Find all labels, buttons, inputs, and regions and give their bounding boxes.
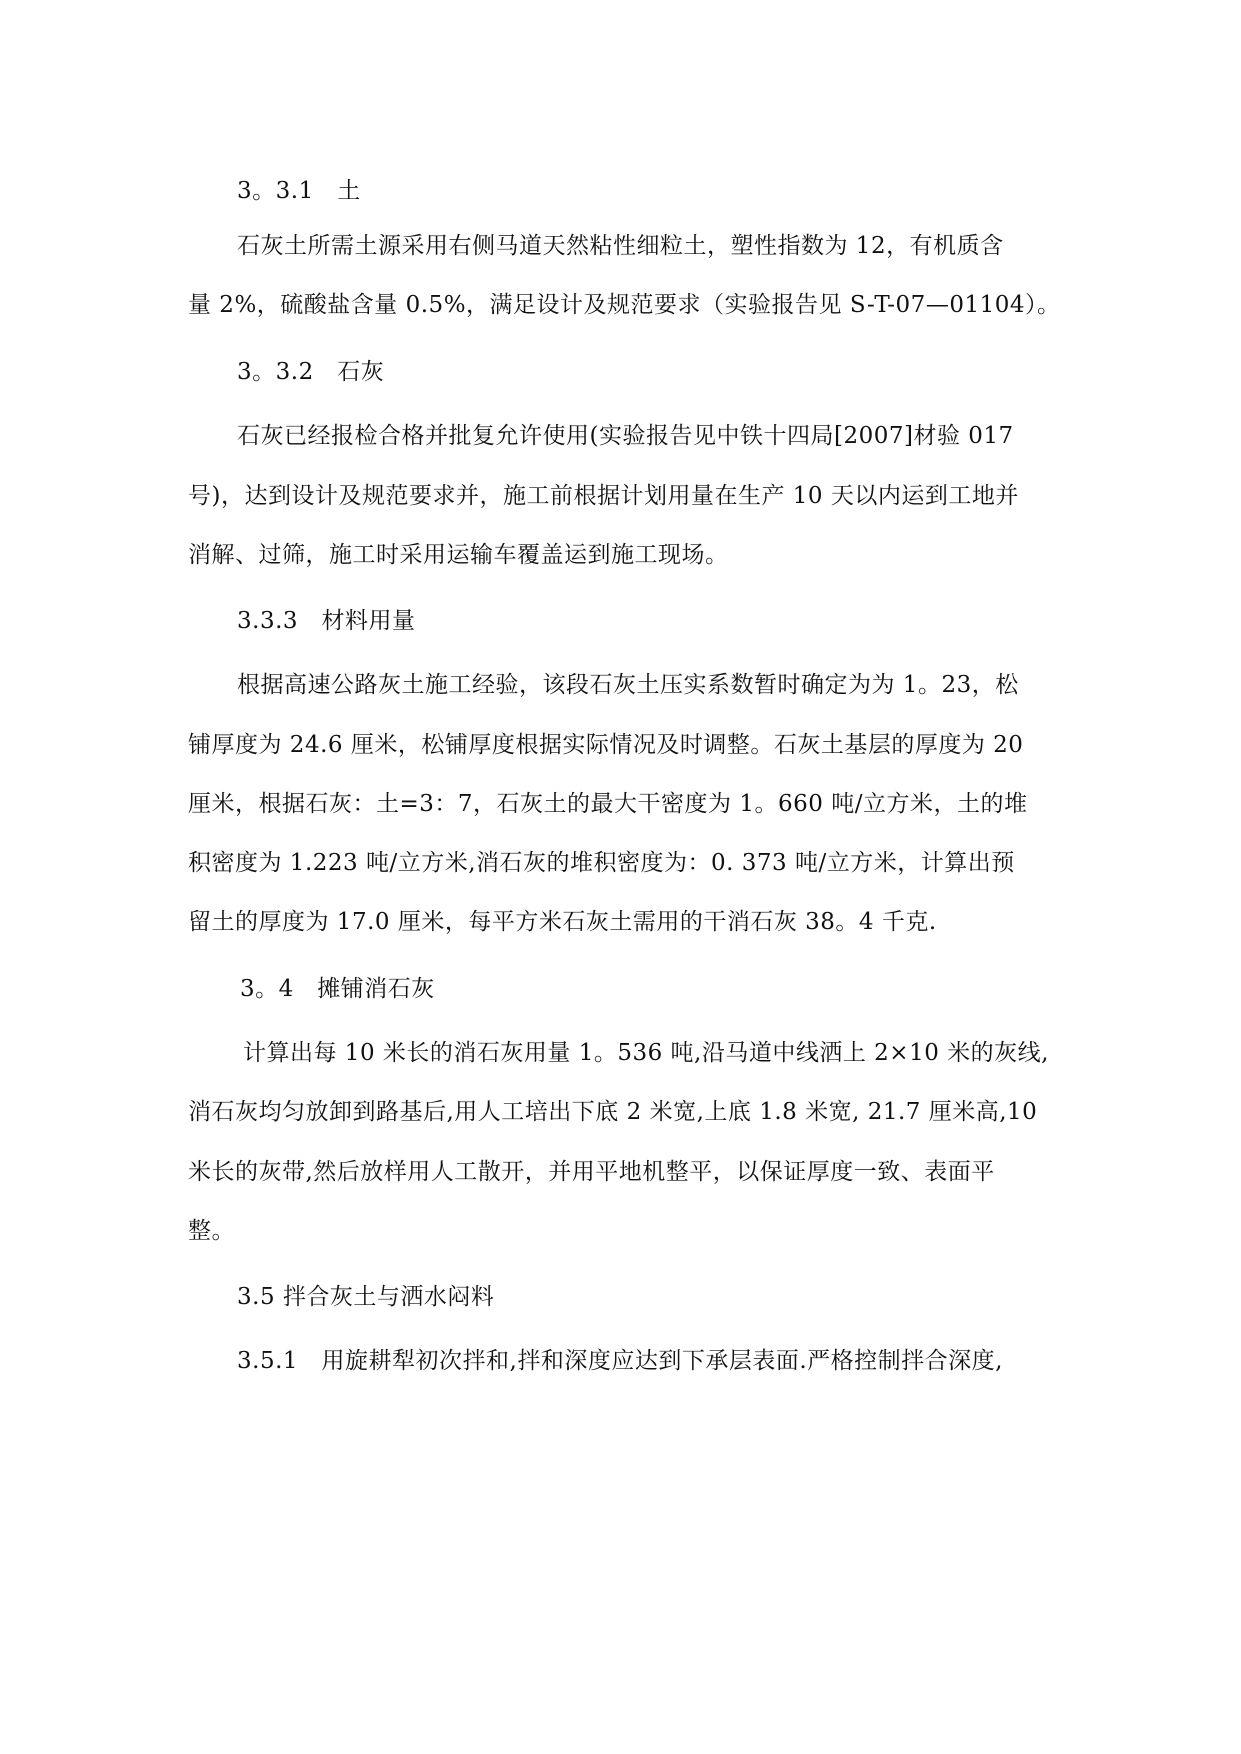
- paragraph-line: 铺厚度为 24.6 厘米，松铺厚度根据实际情况及时调整。石灰土基层的厚度为 20: [188, 732, 1024, 758]
- paragraph-line: 消解、过筛，施工时采用运输车覆盖运到施工现场。: [188, 542, 729, 568]
- paragraph-line: 消石灰均匀放卸到路基后,用人工培出下底 2 米宽,上底 1.8 米宽, 21.7 厘米高,10: [188, 1099, 1038, 1125]
- heading-3-3-3: 3.3.3 材料用量: [237, 608, 416, 634]
- heading-3-5: 3.5 拌合灰土与洒水闷料: [237, 1284, 495, 1310]
- heading-3-4: 3。4 摊铺消石灰: [240, 976, 435, 1002]
- paragraph-line: 石灰已经报检合格并批复允许使用(实验报告见中铁十四局[2007]材验 017: [237, 423, 1014, 449]
- heading-3-3-2: 3。3.2 石灰: [237, 359, 385, 385]
- paragraph-line: 量 2%，硫酸盐含量 0.5%，满足设计及规范要求（实验报告见 S-T-07—01104）。: [188, 292, 1061, 318]
- paragraph-line: 计算出每 10 米长的消石灰用量 1。536 吨,沿马道中线洒上 2×10 米的灰线,: [243, 1040, 1049, 1066]
- paragraph-line: 号)，达到设计及规范要求并，施工前根据计划用量在生产 10 天以内运到工地并: [188, 483, 1019, 509]
- paragraph-line: 整。: [188, 1218, 235, 1244]
- paragraph-line: 根据高速公路灰土施工经验，该段石灰土压实系数暂时确定为为 1。23，松: [237, 672, 1019, 698]
- paragraph-line: 米长的灰带,然后放样用人工散开，并用平地机整平，以保证厚度一致、表面平: [188, 1159, 995, 1185]
- paragraph-line: 留土的厚度为 17.0 厘米，每平方米石灰土需用的干消石灰 38。4 千克.: [188, 909, 937, 935]
- paragraph-line: 石灰土所需土源采用右侧马道天然粘性细粒土，塑性指数为 12，有机质含: [237, 233, 1004, 259]
- paragraph-line: 积密度为 1.223 吨/立方米,消石灰的堆积密度为：0. 373 吨/立方米，计算出预: [188, 850, 1015, 876]
- paragraph-line: 厘米，根据石灰：土=3：7，石灰土的最大干密度为 1。660 吨/立方米，土的堆: [188, 791, 1028, 817]
- heading-3-3-1: 3。3.1 土: [237, 178, 361, 204]
- paragraph-line: 3.5.1 用旋耕犁初次拌和,拌和深度应达到下承层表面.严格控制拌合深度,: [237, 1348, 1003, 1374]
